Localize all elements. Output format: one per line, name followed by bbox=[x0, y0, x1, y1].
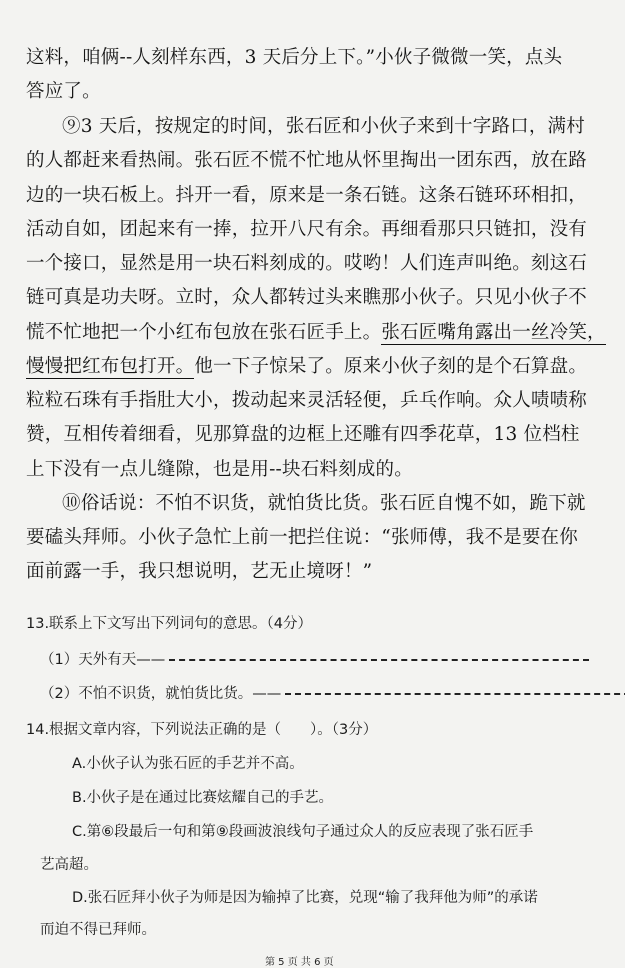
passage-text: 他一下子惊呆了。原来小伙子刻的是个石算盘。 bbox=[194, 356, 588, 377]
answer-blank-13-1[interactable] bbox=[169, 659, 589, 661]
question-13-item-1-text: （1）天外有天—— bbox=[40, 652, 166, 668]
question-13-item-2-text: （2）不怕不识货，就怕货比货。—— bbox=[40, 686, 282, 702]
question-14-option-a[interactable]: A.小伙子认为张石匠的手艺并不高。 bbox=[72, 756, 304, 772]
question-14-option-c-cont: 艺高超。 bbox=[40, 857, 98, 873]
passage-line bbox=[26, 318, 606, 344]
page-number: 第 5 页 共 6 页 bbox=[265, 957, 334, 968]
question-13-item-1 bbox=[40, 648, 589, 669]
answer-blank-13-2[interactable] bbox=[285, 693, 625, 695]
passage-line: 一个接口，显然是用一块石料刻成的。哎哟！人们连声叫绝。刻这石 bbox=[26, 253, 588, 274]
passage-line: 边的一块石板上。抖开一看，原来是一条石链。这条石链环环相扣， bbox=[26, 185, 588, 206]
underlined-sentence: 张石匠嘴角露出一丝冷笑， bbox=[381, 322, 606, 343]
question-14-stem: 14.根据文章内容，下列说法正确的是（ ）。（3分） bbox=[26, 722, 378, 738]
passage-line: 上下没有一点儿缝隙，也是用--块石料刻成的。 bbox=[26, 459, 413, 480]
passage-line: 面前露一手，我只想说明，艺无止境呀！” bbox=[26, 561, 373, 582]
passage-text: 慌不忙地把一个小红布包放在张石匠手上。 bbox=[26, 322, 382, 343]
passage-line: 粒粒石珠有手指肚大小，拨动起来灵活轻便，乒乓作响。众人啧啧称 bbox=[26, 390, 588, 411]
paragraph-9-start: ⑨3 天后，按规定的时间，张石匠和小伙子来到十字路口，满村 bbox=[62, 116, 585, 137]
question-14-option-b[interactable]: B.小伙子是在通过比赛炫耀自己的手艺。 bbox=[72, 790, 334, 806]
passage-line: 链可真是功夫呀。立时，众人都转过头来瞧那小伙子。只见小伙子不 bbox=[26, 287, 588, 308]
passage-line bbox=[26, 352, 587, 378]
passage-line: 这料，咱俩--人刻样东西，3 天后分上下。”小伙子微微一笑，点头 bbox=[26, 47, 563, 68]
question-14-option-d[interactable]: D.张石匠拜小伙子为师是因为输掉了比赛，兑现“输了我拜他为师”的承诺 bbox=[72, 890, 538, 906]
passage-line: 要磕头拜师。小伙子急忙上前一把拦住说：“张师傅，我不是要在你 bbox=[26, 527, 578, 548]
question-14-option-c[interactable]: C.第⑥段最后一句和第⑨段画波浪线句子通过众人的反应表现了张石匠手 bbox=[72, 824, 534, 840]
paragraph-10-start: ⑩俗话说：不怕不识货，就怕货比货。张石匠自愧不如，跪下就 bbox=[62, 493, 586, 514]
passage-line: 活动自如，团起来有一捧，拉开八尺有余。再细看那只只链扣，没有 bbox=[26, 219, 588, 240]
passage-line: 赞，互相传着细看，见那算盘的边框上还雕有四季花草，13 位档柱 bbox=[26, 424, 580, 445]
question-13-stem: 13.联系上下文写出下列词句的意思。（4分） bbox=[26, 616, 313, 632]
passage-line: 答应了。 bbox=[26, 81, 101, 102]
question-13-item-2 bbox=[40, 682, 625, 703]
underlined-sentence: 慢慢把红布包打开。 bbox=[26, 356, 195, 377]
question-14-option-d-cont: 而迫不得已拜师。 bbox=[40, 922, 156, 938]
passage-line: 的人都赶来看热闹。张石匠不慌不忙地从怀里掏出一团东西，放在路 bbox=[26, 150, 588, 171]
